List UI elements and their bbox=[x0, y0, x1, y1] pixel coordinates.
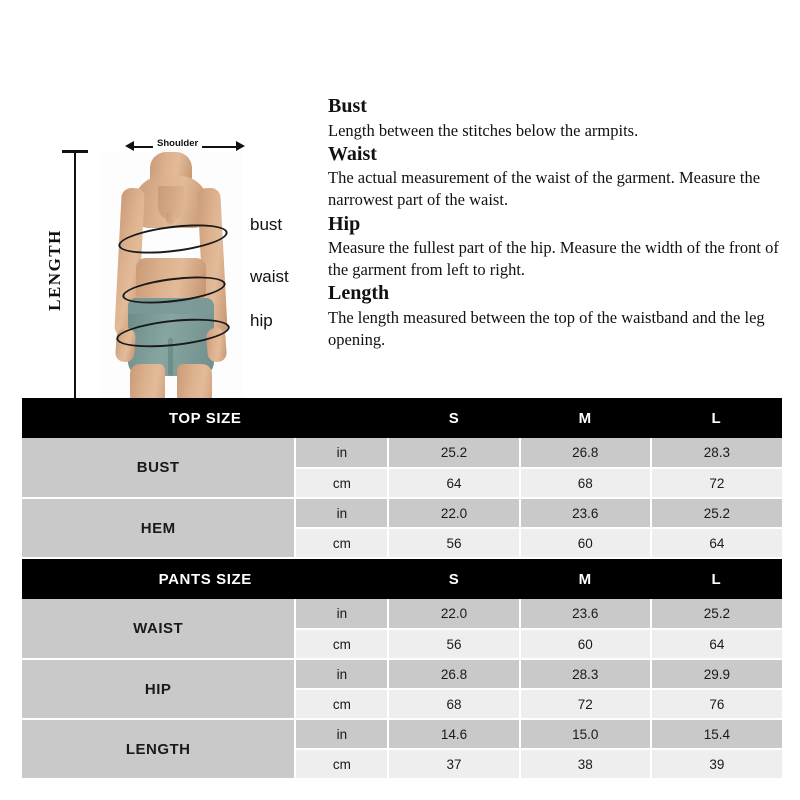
table-header-row bbox=[22, 398, 782, 438]
value-cell: 60 bbox=[520, 629, 651, 659]
unit-cell: cm bbox=[295, 528, 388, 558]
table-row bbox=[22, 498, 782, 528]
value-cell: 56 bbox=[388, 629, 519, 659]
value-cell: 22.0 bbox=[388, 498, 519, 528]
value-cell: 60 bbox=[520, 528, 651, 558]
pants-size-table bbox=[22, 559, 782, 780]
unit-cell: in bbox=[295, 719, 388, 749]
value-cell: 25.2 bbox=[651, 599, 782, 629]
waist-description-text: The actual measurement of the waist of the garment. Measure the narrowest part of the waist. bbox=[328, 168, 761, 210]
table-row bbox=[22, 599, 782, 629]
bra-notch bbox=[166, 212, 176, 224]
value-cell: 64 bbox=[388, 468, 519, 498]
length-bracket-cap-top bbox=[62, 150, 88, 153]
value-cell: 64 bbox=[651, 528, 782, 558]
row-label-hem: HEM bbox=[22, 498, 295, 558]
value-cell: 28.3 bbox=[651, 438, 782, 468]
top-size-col-s: S bbox=[388, 398, 519, 438]
row-label-length: LENGTH bbox=[22, 719, 295, 779]
top-size-table bbox=[22, 398, 782, 559]
row-label-waist: WAIST bbox=[22, 599, 295, 659]
value-cell: 68 bbox=[388, 689, 519, 719]
value-cell: 15.0 bbox=[520, 719, 651, 749]
value-cell: 26.8 bbox=[520, 438, 651, 468]
shoulder-label: Shoulder bbox=[153, 138, 202, 149]
measurement-descriptions bbox=[328, 94, 788, 351]
measurement-diagram bbox=[22, 60, 302, 390]
unit-cell: cm bbox=[295, 468, 388, 498]
bust-description-title: Bust bbox=[328, 95, 367, 117]
table-row bbox=[22, 438, 782, 468]
size-tables bbox=[22, 398, 782, 780]
value-cell: 72 bbox=[651, 468, 782, 498]
pants-size-col-l: L bbox=[651, 559, 782, 599]
value-cell: 64 bbox=[651, 629, 782, 659]
value-cell: 25.2 bbox=[388, 438, 519, 468]
pants-size-col-s: S bbox=[388, 559, 519, 599]
hip-callout-label: hip bbox=[250, 311, 273, 330]
length-axis-label: LENGTH bbox=[45, 229, 64, 311]
unit-cell: in bbox=[295, 498, 388, 528]
value-cell: 72 bbox=[520, 689, 651, 719]
row-label-hip: HIP bbox=[22, 659, 295, 719]
value-cell: 38 bbox=[520, 749, 651, 779]
value-cell: 25.2 bbox=[651, 498, 782, 528]
pants-size-col-m: M bbox=[520, 559, 651, 599]
value-cell: 39 bbox=[651, 749, 782, 779]
value-cell: 68 bbox=[520, 468, 651, 498]
unit-cell: in bbox=[295, 599, 388, 629]
unit-cell: cm bbox=[295, 749, 388, 779]
value-cell: 28.3 bbox=[520, 659, 651, 689]
unit-cell: cm bbox=[295, 629, 388, 659]
hip-description-text: Measure the fullest part of the hip. Measure the width of the front of the garment from left to right. bbox=[328, 238, 779, 280]
model-figure-image bbox=[100, 152, 242, 440]
value-cell: 26.8 bbox=[388, 659, 519, 689]
value-cell: 76 bbox=[651, 689, 782, 719]
shoulder-arrow-head-right bbox=[236, 141, 245, 151]
length-description-text: The length measured between the top of the waistband and the leg opening. bbox=[328, 307, 765, 350]
top-size-header-label: TOP SIZE bbox=[22, 398, 388, 438]
value-cell: 37 bbox=[388, 749, 519, 779]
value-cell: 14.6 bbox=[388, 719, 519, 749]
value-cell: 23.6 bbox=[520, 599, 651, 629]
unit-cell: cm bbox=[295, 689, 388, 719]
table-row bbox=[22, 659, 782, 689]
unit-cell: in bbox=[295, 659, 388, 689]
length-description-title: Length bbox=[328, 282, 390, 305]
waist-callout-label: waist bbox=[250, 267, 289, 286]
table-header-row bbox=[22, 559, 782, 599]
bust-callout-label: bust bbox=[250, 215, 283, 234]
table-row bbox=[22, 719, 782, 749]
top-size-col-l: L bbox=[651, 398, 782, 438]
length-bracket-line bbox=[74, 150, 76, 440]
shoulder-arrow-head-left bbox=[125, 141, 134, 151]
bust-description-text: Length between the stitches below the armpits. bbox=[328, 120, 639, 140]
unit-cell: in bbox=[295, 438, 388, 468]
row-label-bust: BUST bbox=[22, 438, 295, 498]
value-cell: 15.4 bbox=[651, 719, 782, 749]
value-cell: 56 bbox=[388, 528, 519, 558]
value-cell: 23.6 bbox=[520, 498, 651, 528]
value-cell: 29.9 bbox=[651, 659, 782, 689]
top-size-col-m: M bbox=[520, 398, 651, 438]
pants-size-header-label: PANTS SIZE bbox=[22, 559, 388, 599]
hip-description-title: Hip bbox=[328, 212, 361, 235]
measurement-guide-section bbox=[0, 0, 800, 398]
waist-description-title: Waist bbox=[328, 142, 377, 165]
value-cell: 22.0 bbox=[388, 599, 519, 629]
